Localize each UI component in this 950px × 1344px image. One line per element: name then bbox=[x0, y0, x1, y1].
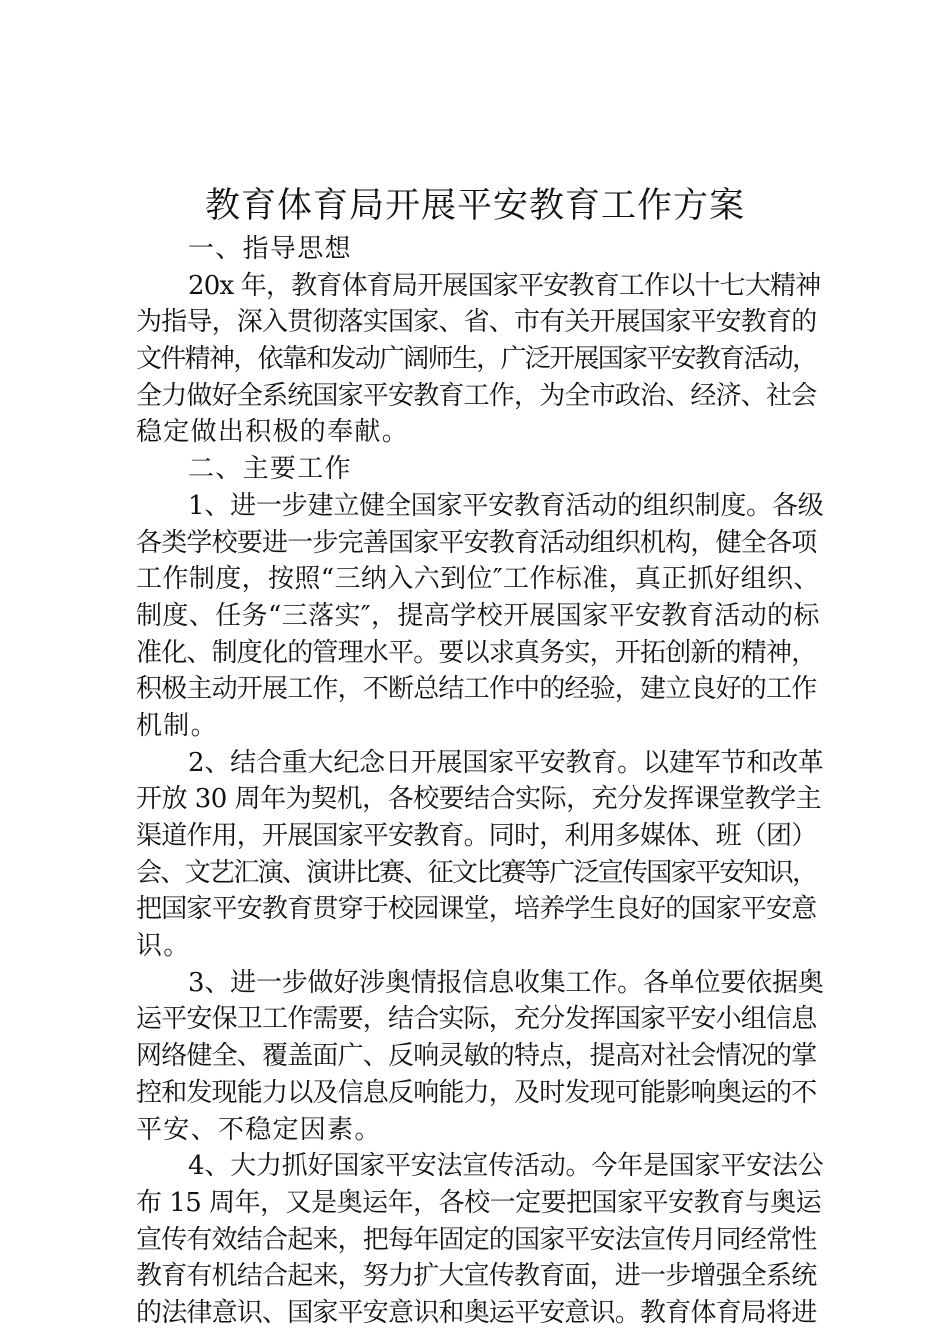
text-line: 网络健全、覆盖面广、反响灵敏的特点，提高对社会情况的掌 bbox=[136, 1041, 817, 1072]
text-line: 平安、不稳定因素。 bbox=[136, 1114, 382, 1145]
text-line: 教育有机结合起来，努力扩大宣传教育面，进一步增强全系统 bbox=[136, 1261, 817, 1292]
text-line: 2、结合重大纪念日开展国家平安教育。以建军节和改革 bbox=[188, 747, 824, 778]
text-line: 文件精神，依靠和发动广阔师生，广泛开展国家平安教育活动， bbox=[136, 344, 817, 375]
text-line: 准化、制度化的管理水平。要以求真务实，开拓创新的精神， bbox=[136, 637, 817, 668]
text-line: 20x 年，教育体育局开展国家平安教育工作以十七大精神 bbox=[188, 270, 821, 301]
document-body bbox=[136, 231, 824, 1332]
text-line: 会、文艺汇演、演讲比赛、征文比赛等广泛宣传国家平安知识， bbox=[136, 857, 817, 888]
text-line: 开放 30 周年为契机，各校要结合实际，充分发挥课堂教学主 bbox=[136, 784, 822, 815]
document-title: 教育体育局开展平安教育工作方案 bbox=[204, 186, 745, 226]
text-line: 1、进一步建立健全国家平安教育活动的组织制度。各级 bbox=[188, 490, 824, 521]
text-line: 稳定做出积极的奉献。 bbox=[136, 417, 410, 448]
text-line: 二、主要工作 bbox=[188, 454, 352, 485]
text-line: 的法律意识、国家平安意识和奥运平安意识。教育体育局将进 bbox=[136, 1297, 817, 1328]
text-line: 机制。 bbox=[136, 710, 218, 741]
text-line: 宣传有效结合起来，把每年固定的国家平安法宣传月同经常性 bbox=[136, 1224, 817, 1255]
text-line: 把国家平安教育贯穿于校园课堂，培养学生良好的国家平安意 bbox=[136, 894, 817, 925]
text-line: 工作制度，按照“三纳入六到位″工作标准，真正抓好组织、 bbox=[136, 564, 820, 595]
text-line: 4、大力抓好国家平安法宣传活动。今年是国家平安法公 bbox=[188, 1151, 824, 1182]
text-line: 各类学校要进一步完善国家平安教育活动组织机构，健全各项 bbox=[136, 527, 817, 558]
text-line: 运平安保卫工作需要，结合实际，充分发挥国家平安小组信息 bbox=[136, 1004, 817, 1035]
text-line: 控和发现能力以及信息反响能力，及时发现可能影响奥运的不 bbox=[136, 1077, 817, 1108]
text-line: 布 15 周年，又是奥运年，各校一定要把国家平安教育与奥运 bbox=[136, 1187, 822, 1218]
text-line: 制度、任务“三落实″，提高学校开展国家平安教育活动的标 bbox=[136, 600, 820, 631]
text-line: 为指导，深入贯彻落实国家、省、市有关开展国家平安教育的 bbox=[136, 307, 817, 338]
text-line: 全力做好全系统国家平安教育工作，为全市政治、经济、社会 bbox=[136, 380, 817, 411]
text-line: 一、指导思想 bbox=[188, 234, 352, 264]
text-line: 渠道作用，开展国家平安教育。同时，利用多媒体、班（团） bbox=[136, 821, 817, 851]
text-line: 3、进一步做好涉奥情报信息收集工作。各单位要依据奥 bbox=[188, 967, 824, 998]
text-line: 识。 bbox=[136, 931, 191, 962]
text-line: 积极主动开展工作，不断总结工作中的经验，建立良好的工作 bbox=[136, 674, 817, 705]
